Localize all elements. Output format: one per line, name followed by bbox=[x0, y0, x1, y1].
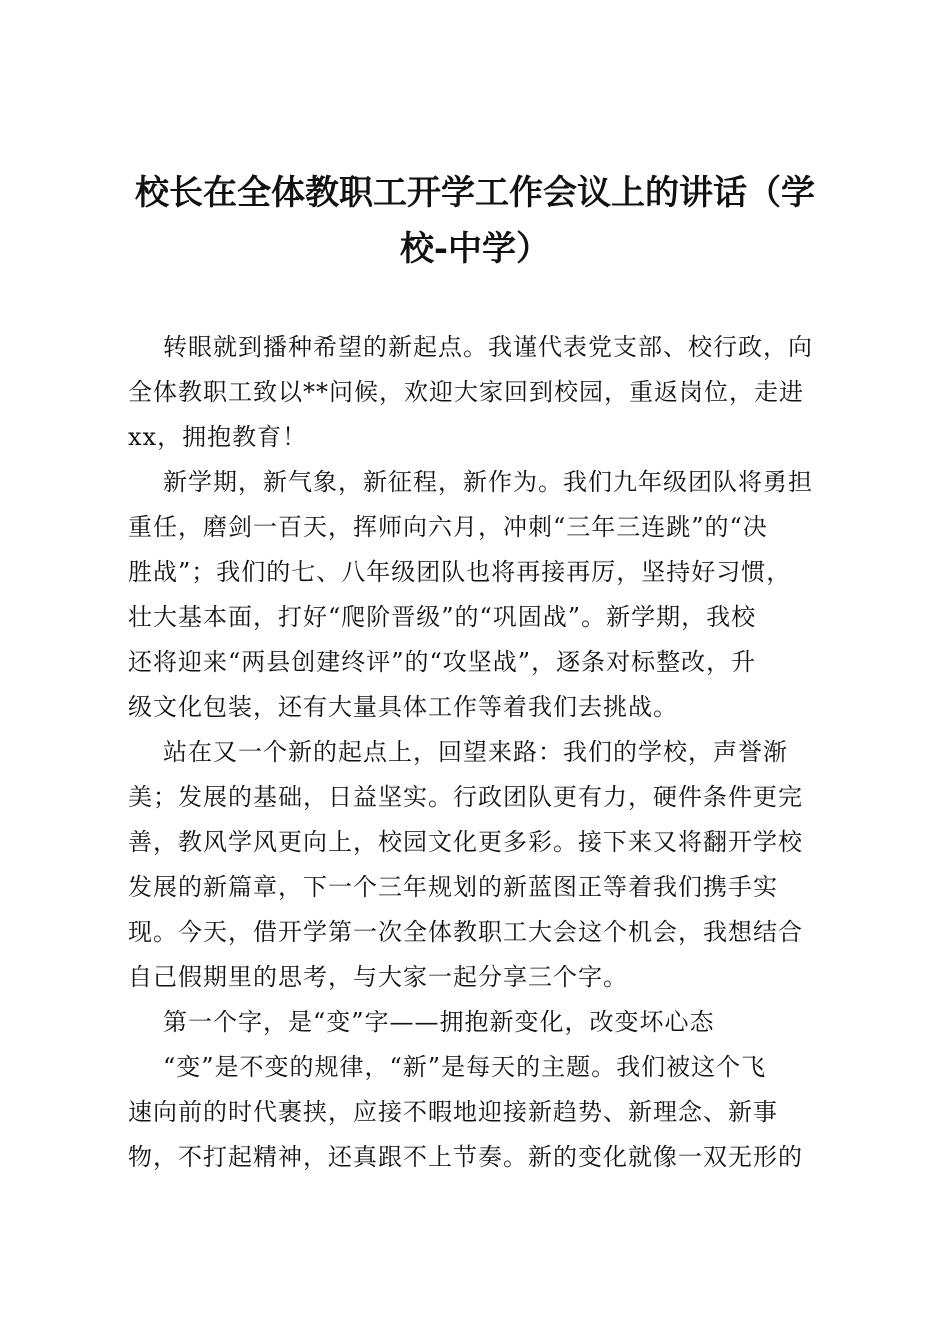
paragraph bbox=[128, 730, 828, 1000]
paragraph-line: 转眼就到播种希望的新起点。我谨代表党支部、校行政，向 bbox=[163, 333, 813, 361]
paragraph-line: 还将迎来“两县创建终评”的“攻坚战”，逐条对标整改，升 bbox=[128, 648, 757, 676]
paragraph-line: 美；发展的基础，日益坚实。行政团队更有力，硬件条件更完 bbox=[128, 783, 803, 811]
paragraph-line: 第一个字，是“变”字——拥抱新变化，改变坏心态 bbox=[163, 1008, 715, 1036]
paragraph-line: 全体教职工致以**问候，欢迎大家回到校园，重返岗位，走进 bbox=[128, 378, 804, 406]
paragraph bbox=[128, 325, 828, 460]
paragraph bbox=[128, 1000, 828, 1045]
paragraph bbox=[128, 460, 828, 730]
paragraph-line: 现。今天，借开学第一次全体教职工大会这个机会，我想结合 bbox=[128, 918, 803, 946]
title-line: 校-中学） bbox=[399, 229, 551, 269]
paragraph-line: “变”是不变的规律，“新”是每天的主题。我们被这个飞 bbox=[163, 1053, 767, 1081]
paragraph-line: 善，教风学风更向上，校园文化更多彩。接下来又将翻开学校 bbox=[128, 828, 803, 856]
paragraph-line: 新学期，新气象，新征程，新作为。我们九年级团队将勇担 bbox=[163, 468, 813, 496]
paragraph-line: 速向前的时代裹挟，应接不暇地迎接新趋势、新理念、新事 bbox=[128, 1098, 778, 1126]
paragraph-line: 发展的新篇章，下一个三年规划的新蓝图正等着我们携手实 bbox=[128, 873, 778, 901]
document-body bbox=[128, 325, 828, 1180]
paragraph-line: 级文化包装，还有大量具体工作等着我们去挑战。 bbox=[128, 693, 678, 721]
paragraph-line: 重任，磨剑一百天，挥师向六月，冲刺“三年三连跳”的“决 bbox=[128, 513, 768, 541]
paragraph bbox=[128, 1045, 828, 1180]
paragraph-line: 壮大基本面，打好“爬阶晋级”的“巩固战”。新学期，我校 bbox=[128, 603, 757, 631]
title-line: 校长在全体教职工开学工作会议上的讲话（学 bbox=[135, 173, 815, 213]
paragraph-line: 胜战”；我们的七、八年级团队也将再接再厉，坚持好习惯， bbox=[128, 558, 792, 586]
paragraph-line: 物，不打起精神，还真跟不上节奏。新的变化就像一双无形的 bbox=[128, 1143, 803, 1171]
paragraph-line: 站在又一个新的起点上，回望来路：我们的学校，声誉渐 bbox=[163, 738, 788, 766]
paragraph-line: xx，拥抱教育！ bbox=[128, 423, 308, 451]
document-title bbox=[100, 165, 850, 277]
paragraph-line: 自己假期里的思考，与大家一起分享三个字。 bbox=[128, 963, 628, 991]
